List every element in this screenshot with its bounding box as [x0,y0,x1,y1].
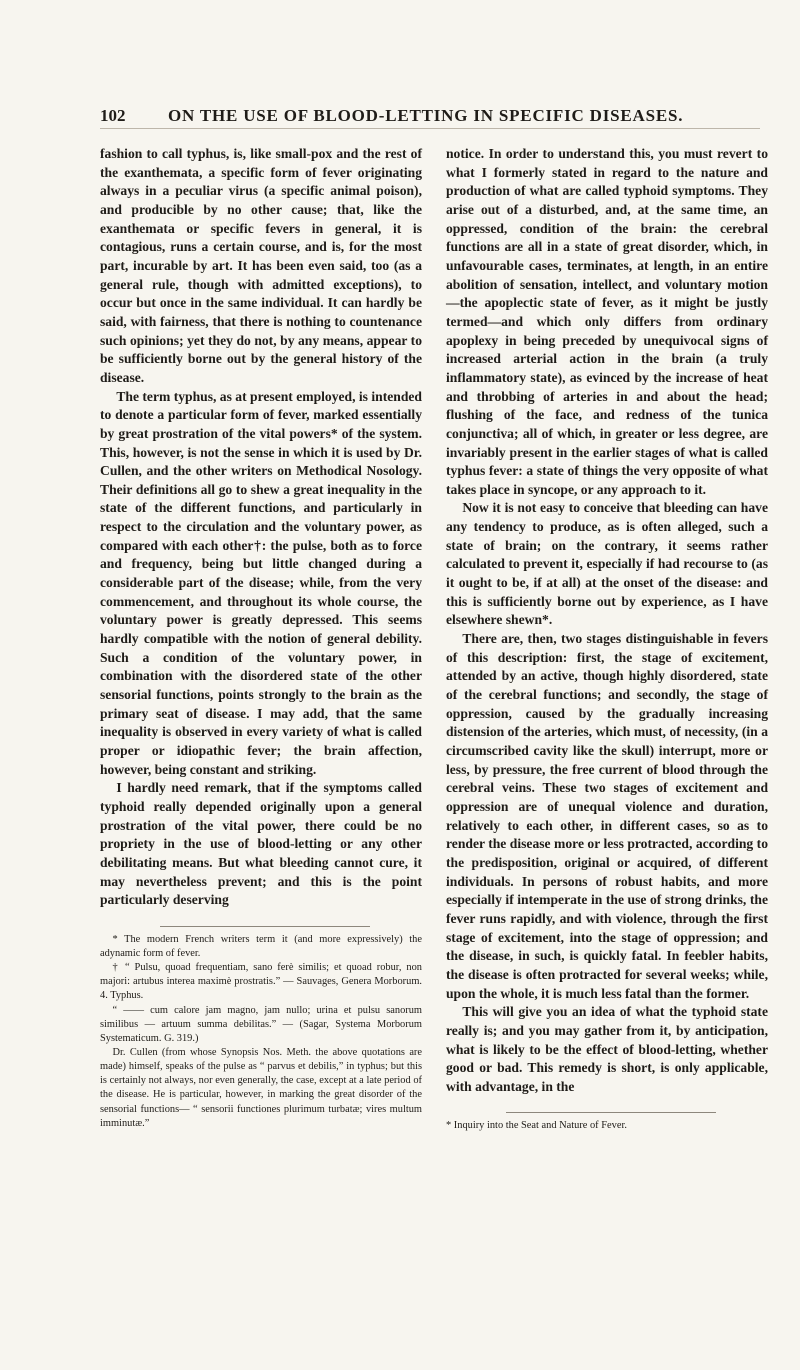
left-body-text [100,145,422,910]
footnote-star: * The modern French writers term it (and more expressively) the adynamic form of fever. [100,933,422,960]
right-paragraph-3: There are, then, two stages distinguishable in fevers of this description: first, the stage of excitement, attended by an active, though highly disordered, state of the cerebral functions; and secondly, the stage of oppression, caused by the gradually increasing distension of the arteries, which must, of necessity, (in a circumscribed cavity like the skull) interrupt, more or less, by pressure, the free current of blood through the cerebral veins. These two stages of excitement and oppression are of unequal violence and duration, relatively to each other, in different cases, so as to render the disease more or less protracted, according to the predisposition, original or acquired, of different individuals. In persons of robust habits, and more especially if intemperate in the use of strong drinks, the fever runs rapidly, and with violence, through the first stage of excitement, into the stage of oppression; and the disease, in such, is quickly fatal. In feebler habits, the disease is often protracted for several weeks; while, upon the whole, it is much less fatal than the former. [446,631,768,1001]
footnote-rule-right [506,1112,716,1113]
right-footnotes [446,1119,768,1133]
left-paragraph-1: fashion to call typhus, is, like small-pox and the rest of the exanthemata, a specific form of fever originating always in a peculiar virus (a specific animal poison), and producible by no other cause; that, like the exanthemata or specific fevers in general, it is contagious, runs a certain course, and is, for the most part, incurable by art. It has been even said, too (as a general rule, though with admitted exceptions), to occur but once in the same individual. It can hardly be said, with fairness, that there is nothing to countenance such opinions; yet they do not, by any means, appear to be sufficiently borne out by the general history of the disease. [100,146,422,385]
right-paragraph-2: Now it is not easy to conceive that bleeding can have any tendency to produce, as is often alleged, such a state of brain; on the contrary, it seems rather calculated to prevent it, especially if had recourse to (as it ought to be, if at all) at the onset of the disease: and this is sufficiently borne out by experience, as I have elsewhere shewn*. [446,500,768,628]
header-rule [100,128,760,129]
page-header [100,90,760,130]
running-title: ON THE USE OF BLOOD-LETTING IN SPECIFIC DISEASES. [168,106,684,125]
left-column [100,145,422,1131]
footnote-cullen-note: Dr. Cullen (from whose Synopsis Nos. Meth. the above quotations are made) himself, speaks of the pulse as “ parvus et debilis,” in typhus; but this is certainly not always, nor even generally, the case, except at a late period of the disease. He is particular, however, in marking the great disorder of the sensorial functions— “ sensorii functiones plurimum turbatæ; vires multum imminutæ.” [100,1047,422,1129]
footnote-dagger: † “ Pulsu, quoad frequentiam, sano ferè similis; et quoad robur, non majori: artubus interea maximè prostratis.” — Sauvages, Genera Morborum. 4. Typhus. [100,962,422,1002]
right-body-text [446,145,768,1096]
footnote-inquiry: * Inquiry into the Seat and Nature of Fever. [446,1120,627,1132]
left-paragraph-2: The term typhus, as at present employed, is intended to denote a particular form of fever, marked essentially by great prostration of the vital powers* of the system. This, however, is not the sense in which it is used by Dr. Cullen, and the other writers on Methodical Nosology. Their definitions all go to shew a great inequality in the state of the different functions, and particularly in respect to the circulation and the voluntary power, as compared with each other†: the pulse, both as to force and frequency, being but little changed during a considerable part of the disease; while, from the very commencement, and throughout its whole course, the voluntary power is greatly depressed. This seems hardly compatible with the notion of general debility. Such a condition of the voluntary power, in combination with the disordered state of the other sensorial functions, points strongly to the brain as the primary seat of disease. I may add, that the same inequality is observed in every variety of what is called proper or idiopathic fever; the brain affection, however, being constant and striking. [100,388,422,777]
right-column [446,145,768,1134]
footnote-rule-left [160,926,370,927]
right-paragraph-1: notice. In order to understand this, you must revert to what I formerly stated in regard to the nature and production of what are called typhoid symptoms. They arise out of a disturbed, and, at the same time, an oppressed, condition of the brain: the cerebral functions are all in a state of great disorder, which, in unfavourable cases, terminates, at length, in an entire abolition of sensation, intellect, and voluntary motion—the apoplectic state of fever, as it might be justly termed—and which only differs from ordinary apoplexy in being preceded by unequivocal signs of increased arterial action in the brain (a truly inflammatory state), as evinced by the increase of heat and throbbing of arteries in and about the head; flushing of the face, and redness of the tunica conjunctiva; all of which, in greater or less degree, are invariably present in the earlier stages of what is called typhus fever: a state of things the very opposite of what takes place in syncope, or any approach to it. [446,146,768,497]
right-paragraph-4: This will give you an idea of what the typhoid state really is; and you may gather from it, by anticipation, what is likely to be the effect of blood-letting, whether good or bad. This remedy is short, is only applicable, with advantage, in the [446,1004,768,1094]
page-number: 102 [100,106,126,125]
left-paragraph-3: I hardly need remark, that if the symptoms called typhoid really depended originally upon a general prostration of the vital power, there could be no propriety in the use of blood-letting or any other debilitating means. But what bleeding cannot cure, it may nevertheless prevent; and this is the point particularly deserving [100,780,422,908]
left-footnotes [100,933,422,1131]
footnote-sagar-quote: “ —— cum calore jam magno, jam nullo; urina et pulsu sanorum similibus — artuum summa debilitas.” — (Sagar, Systema Morborum Systematicum. G. 319.) [100,1004,422,1044]
